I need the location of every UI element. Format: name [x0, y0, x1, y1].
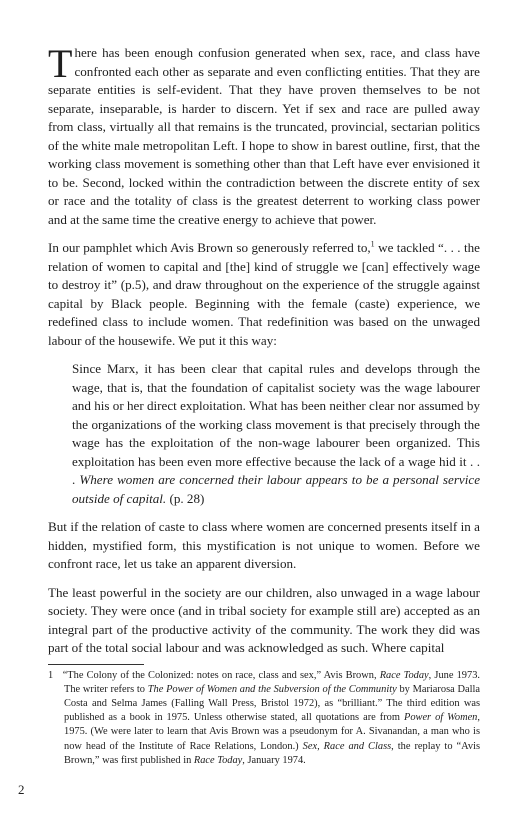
footnote-text: , June 1973. The writer refers to [64, 669, 480, 695]
block-quote-text: Since Marx, it has been clear that capital rules and develops through the wage, that is, that the foundation of capitalist society was the wage labourer and his or her direct exploitation. What has been neither clear nor assumed by the organizations of the working class movement is that precisely through the wage has the exploitation of the non-wage labourer been organized. This exploitation has been even more effective because the lack of a wage hid it . . . [72, 361, 480, 487]
footnote-number: 1 [48, 669, 54, 681]
paragraph-caste [48, 518, 480, 574]
footnote-text: , 1975. (We were later to learn that Avis Brown was a pseudonym for A. Sivanandan, a man who is now head of the Institute of Race Relations, London.) [64, 712, 480, 752]
footnote-italic: Race Today [193, 754, 243, 766]
footnote-text: “The Colony of the Colonized: notes on race, class and sex,” Avis Brown, [62, 669, 380, 681]
paragraph-pamphlet [48, 239, 480, 350]
footnote-italic: Sex, Race and Class [302, 740, 392, 752]
paragraph-children [48, 584, 480, 658]
footnote-text: , the replay to “Avis Brown,” was first published in [64, 740, 480, 766]
paragraph-intro-text: here has been enough confusion generated when sex, race, and class have confronted each other as separate and even conflicting entities. That they are separate entities is self-evident. That they have proven themselves to be not separate, inseparable, is harder to discern. Yet if sex and race are pulled away from class, virtually all that remains is the truncated, provincial, sectarian politics of the white male metropolitan Left. I hope to show in barest outline, first, that the working class movement is something other than that Left have ever envisioned it to be. Second, locked within the contradiction between the discrete entity of sex or race and the totality of class is the greatest deterrent to working class power and at the same time the creative energy to achieve that power. [48, 45, 480, 227]
paragraph-pamphlet-text-b: we tackled “. . . the relation of women to capital and [the] kind of struggle we [can] effectively wage to destroy it” (p.5), and draw throughout on the experience of the struggle against capital by Black people. Beginning with the female (caste) experience, we redefined class to include women. That redefinition was based on the unwaged labour of the housewife. We put it this way: [48, 240, 480, 348]
paragraph-caste-text: But if the relation of caste to class where women are concerned presents itself in a hidden, mystified form, this mystification is not unique to women. Before we confront race, let us take an apparent diversion. [48, 519, 480, 571]
footnote-text: , January 1974. [242, 754, 306, 766]
footnote-italic: The Power of Women and the Subversion of the Community [147, 683, 397, 695]
paragraph-pamphlet-text-a: In our pamphlet which Avis Brown so generously referred to, [48, 240, 371, 255]
paragraph-intro [48, 41, 480, 229]
footnote-italic: Race Today [379, 669, 429, 681]
drop-cap: T [48, 41, 73, 86]
paragraph-children-text: The least powerful in the society are our children, also unwaged in a wage labour society. They were once (and in tribal society for example still are) accepted as an integral part of the productive activity of the community. The work they did was part of the total social labour and was acknowledged as such. Where capital [48, 584, 480, 655]
footnote [48, 669, 480, 768]
block-quote-citation: (p. 28) [166, 490, 205, 506]
footnote-divider [48, 664, 144, 665]
block-quote [72, 360, 480, 508]
page-number: 2 [18, 782, 25, 797]
block-quote-italic: Where women are concerned their labour appears to be a personal service outside of capital. [72, 472, 481, 506]
footnote-italic: Power of Women [403, 712, 478, 724]
page-body [48, 41, 481, 768]
footnote-text: by Mariarosa Dalla Costa and Selma James (Falling Wall Press, Bristol 1972), as “brilliant.” The third edition was published as a book in 1975. Unless otherwise stated, all quotations are from [64, 683, 480, 724]
footnote-reference[interactable]: 1 [370, 239, 375, 249]
